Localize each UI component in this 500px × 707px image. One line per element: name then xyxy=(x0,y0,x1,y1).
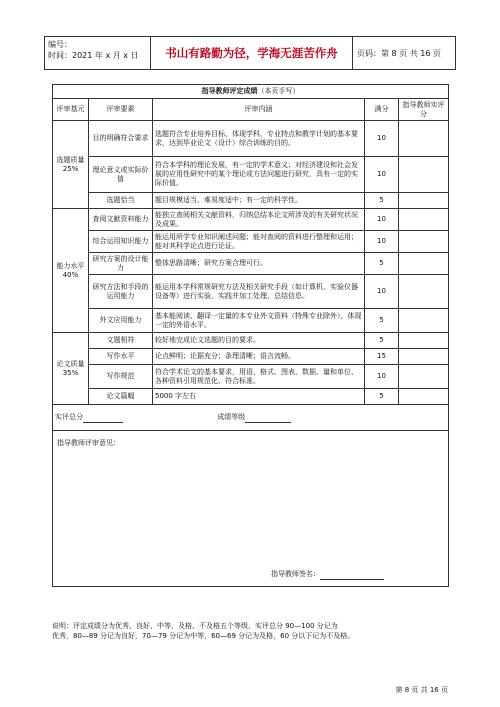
full-score-cell: 10 xyxy=(365,275,399,309)
col-header-basis: 评审基元 xyxy=(53,99,89,121)
total-label: 实评总分 xyxy=(55,412,83,421)
content-cell: 论点鲜明；论据充分；条理清晰；语言流畅。 xyxy=(153,349,365,365)
score-input-cell[interactable] xyxy=(399,333,449,349)
content-cell: 符合学术论文的基本要求，用语、格式、图表、数据、量和单位、各种资料引用规范化、符合标准。 xyxy=(153,365,365,389)
content-cell: 基本能阅读、翻译一定量的本专业外文资料（特殊专业除外），体现一定的外语水平。 xyxy=(153,309,365,333)
element-cell: 论文篇幅 xyxy=(89,389,153,405)
col-header-full: 满分 xyxy=(365,99,399,121)
element-cell: 写作规范 xyxy=(89,365,153,389)
score-input-cell[interactable] xyxy=(399,365,449,389)
full-score-cell: 5 xyxy=(365,193,399,209)
table-title-row xyxy=(53,85,449,99)
table-row xyxy=(53,349,449,365)
full-score-cell: 5 xyxy=(365,253,399,275)
score-input-cell[interactable] xyxy=(399,209,449,231)
content-cell: 选题符合专业培养目标，体现学科、专业特点和教学计划的基本要求，达到毕业论文（设计）综合训练的目的。 xyxy=(153,121,365,157)
table-row xyxy=(53,309,449,333)
serial-label: 编号： xyxy=(48,40,72,49)
table-row xyxy=(53,389,449,405)
full-score-cell: 5 xyxy=(365,333,399,349)
content-cell: 能运用本学科常规研究方法及相关研究手段（如计算机、实验仪器设备等）进行实验、实践并加工处理、总结信息。 xyxy=(153,275,365,309)
footnote xyxy=(52,621,452,641)
full-score-cell: 10 xyxy=(365,157,399,193)
full-score-cell: 10 xyxy=(365,209,399,231)
total-score-field[interactable] xyxy=(83,413,123,423)
table-row xyxy=(53,253,449,275)
footnote-line-2: 优秀，80—89 分记为良好，70—79 分记为中等，60—69 分记为及格，60 分以下记为不及格。 xyxy=(52,632,355,640)
full-score-cell: 5 xyxy=(365,389,399,405)
group-thesis-quality: 论文质量 35% xyxy=(53,333,89,405)
element-cell: 写作水平 xyxy=(89,349,153,365)
page-info: 页码：第 8 页 共 16 页 xyxy=(357,48,441,58)
comment-row xyxy=(53,431,449,587)
table-title: 指导教师评定成绩（本页手写） xyxy=(53,85,449,99)
group-ability-level: 能力水平 40% xyxy=(53,209,89,333)
table-row xyxy=(53,157,449,193)
content-cell: 符合本学科的理论发展，有一定的学术意义；对经济建设和社会发展的应用性研究中的某个理论或方法问题进行研究，具有一定的实际价值。 xyxy=(153,157,365,193)
table-row xyxy=(53,231,449,253)
element-cell: 目的明确符合要求 xyxy=(89,121,153,157)
comment-label: 指导教师评审意见： xyxy=(57,439,120,447)
table-row xyxy=(53,209,449,231)
signature-line xyxy=(271,570,384,580)
group-quality-topic: 选题质量 25% xyxy=(53,121,89,209)
element-cell: 外文应用能力 xyxy=(89,309,153,333)
element-cell: 综合运用知识能力 xyxy=(89,231,153,253)
content-cell: 能独立查阅相关文献资料，归纳总结本论文所涉及的有关研究状况及成果。 xyxy=(153,209,365,231)
header-motto-cell xyxy=(151,37,353,69)
full-score-cell: 10 xyxy=(365,231,399,253)
table-row xyxy=(53,121,449,157)
table-row xyxy=(53,365,449,389)
element-cell: 选题恰当 xyxy=(89,193,153,209)
score-input-cell[interactable] xyxy=(399,389,449,405)
table-row xyxy=(53,193,449,209)
full-score-cell: 10 xyxy=(365,365,399,389)
score-input-cell[interactable] xyxy=(399,253,449,275)
score-input-cell[interactable] xyxy=(399,193,449,209)
content-cell: 题目规模适当，难易度适中；有一定的科学性。 xyxy=(153,193,365,209)
grade-label: 成绩等级 xyxy=(217,412,246,421)
page-number: 第 8 页 共 16 页 xyxy=(395,686,448,694)
score-input-cell[interactable] xyxy=(399,157,449,193)
score-input-cell[interactable] xyxy=(399,231,449,253)
motto: 书山有路勤为径，学海无涯苦作舟 xyxy=(165,46,338,60)
content-cell: 较好地完成论文选题的目的要求。 xyxy=(153,333,365,349)
time-label: 时间：2021 年 x 月 x 日 xyxy=(48,51,139,60)
element-cell: 查阅文献资料能力 xyxy=(89,209,153,231)
total-row xyxy=(53,405,449,431)
element-cell: 研究方案的设计能力 xyxy=(89,253,153,275)
element-cell: 理论意义或实际价值 xyxy=(89,157,153,193)
score-input-cell[interactable] xyxy=(399,309,449,333)
content-cell: 能运用所学专业知识阐述问题；能对查阅的资料进行整理和运用；能对其科学论点进行论证。 xyxy=(153,231,365,253)
full-score-cell: 10 xyxy=(365,121,399,157)
header-meta xyxy=(45,37,151,69)
content-cell: 5000 字左右 xyxy=(153,389,365,405)
score-input-cell[interactable] xyxy=(399,349,449,365)
full-score-cell: 15 xyxy=(365,349,399,365)
full-score-cell: 5 xyxy=(365,309,399,333)
col-header-content: 评审内涵 xyxy=(153,99,365,121)
page-header xyxy=(44,36,456,70)
score-input-cell[interactable] xyxy=(399,121,449,157)
comment-cell[interactable] xyxy=(53,431,449,587)
score-input-cell[interactable] xyxy=(399,275,449,309)
table-row xyxy=(53,275,449,309)
footnote-line-1: 说明：评定成绩分为优秀、良好、中等、及格、不及格五个等级，实评总分 90—100 分记为 xyxy=(52,622,338,630)
element-cell: 研究方法和手段的运用能力 xyxy=(89,275,153,309)
col-header-score: 指导教师实评分 xyxy=(399,99,449,121)
table-row xyxy=(53,333,449,349)
grade-field[interactable] xyxy=(245,413,291,423)
signature-label: 指导教师签名： xyxy=(271,570,320,578)
column-header-row xyxy=(53,99,449,121)
element-cell: 文题相符 xyxy=(89,333,153,349)
col-header-element: 评审要素 xyxy=(89,99,153,121)
total-cell xyxy=(53,405,449,431)
signature-field[interactable] xyxy=(320,570,384,580)
content-cell: 整体思路清晰；研究方案合理可行。 xyxy=(153,253,365,275)
evaluation-table xyxy=(52,84,449,587)
